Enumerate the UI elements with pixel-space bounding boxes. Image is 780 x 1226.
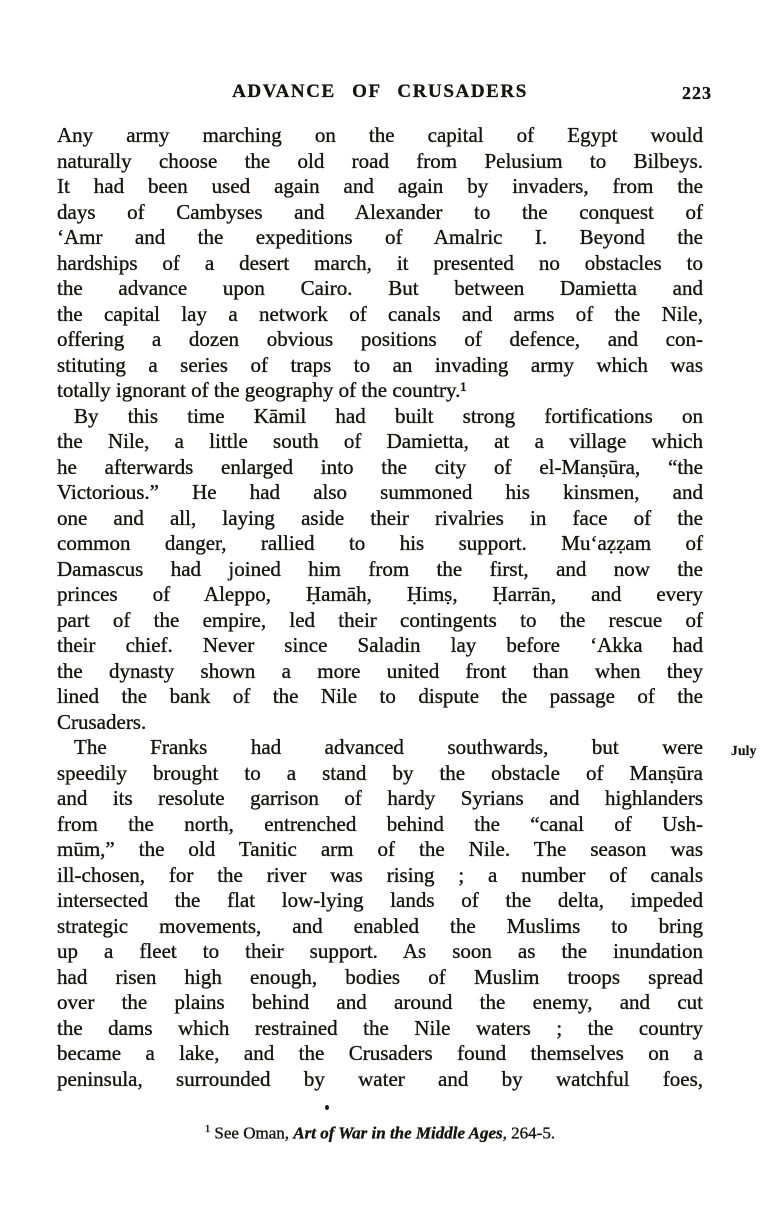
text-line: stituting a series of traps to an invading army which was (57, 352, 703, 377)
running-header (57, 81, 712, 104)
text-line: mūm,” the old Tanitic arm of the Nile. The season was (57, 837, 703, 861)
text-line: had risen high enough, bodies of Muslim troops spread (57, 964, 703, 989)
ink-speck (325, 1105, 329, 1110)
text-line: princes of Aleppo, Ḥamāh, Ḥimṣ, Ḥarrān, and every (57, 582, 703, 606)
text-line: and its resolute garrison of hardy Syrians and highlanders (57, 786, 703, 810)
text-line: offering a dozen obvious positions of defence, and con- (57, 327, 703, 351)
page-number: 223 (682, 83, 712, 103)
text-line: the dams which restrained the Nile waters ; the country (57, 1015, 703, 1040)
page-body (57, 123, 757, 1092)
footnote-title: Art of War in the Middle Ages (293, 1123, 503, 1143)
text-line: ‘Amr and the expeditions of Amalric I. Beyond the (57, 225, 703, 249)
text-line: became a lake, and the Crusaders found themselves on a (57, 1041, 703, 1065)
text-line: hardships of a desert march, it presented no obstacles to (57, 250, 703, 275)
text-line: one and all, laying aside their rivalries in face of the (57, 505, 703, 530)
text-line: totally ignorant of the geography of the country.¹ (57, 378, 467, 402)
text-line: naturally choose the old road from Pelusium to Bilbeys. (57, 148, 703, 173)
text-line: The Franks had advanced southwards, but were July (57, 735, 703, 761)
footnote-text: See Oman, (214, 1123, 294, 1143)
text-line: speedily brought to a stand by the obstacle of Manṣūra (57, 760, 703, 785)
text-line: lined the bank of the Nile to dispute the passage of the (57, 684, 703, 708)
text-line: By this time Kāmil had built strong fortifications on (74, 403, 703, 428)
text-line: part of the empire, led their contingents to the rescue of (57, 607, 703, 632)
page-title: ADVANCE OF CRUSADERS (232, 81, 528, 102)
text-line: common danger, rallied to his support. Mu‘aẓẓam of (57, 531, 703, 555)
text-line: intersected the flat low-lying lands of the delta, impeded (57, 888, 703, 912)
text-line: Crusaders. (57, 709, 147, 734)
text-line: Any army marching on the capital of Egypt would (57, 123, 703, 147)
margin-note-july: July (731, 743, 757, 758)
text-line: he afterwards enlarged into the city of el-Manṣūra, “the (57, 454, 703, 479)
footnote-marker: 1 (204, 1123, 211, 1135)
text-line: the dynasty shown a more united front than when they (57, 658, 703, 683)
text-line: up a fleet to their support. As soon as the inundation (57, 939, 703, 963)
text-line: days of Cambyses and Alexander to the conquest of (57, 199, 703, 224)
text-line: Victorious.” He had also summoned his kinsmen, and (57, 480, 703, 504)
footnote-pages: , 264-5. (502, 1123, 556, 1143)
text-line: their chief. Never since Saladin lay before ‘Akka had (57, 633, 703, 657)
text-line: Damascus had joined him from the first, and now the (57, 556, 703, 581)
text-line: the Nile, a little south of Damietta, at a village which (57, 429, 703, 453)
text-line: It had been used again and again by invaders, from the (57, 174, 703, 198)
text-line: the advance upon Cairo. But between Damietta and (57, 276, 703, 300)
text-line: from the north, entrenched behind the “canal of Ush- (57, 811, 703, 836)
footnote (57, 1118, 703, 1145)
text-line: peninsula, surrounded by water and by watchful foes, (57, 1066, 703, 1091)
text-line: over the plains behind and around the enemy, and cut (57, 990, 703, 1014)
text-line: ill-chosen, for the river was rising ; a number of canals (57, 862, 703, 887)
text-line: the capital lay a network of canals and arms of the Nile, (57, 301, 703, 326)
text-line: strategic movements, and enabled the Muslims to bring (57, 913, 703, 938)
